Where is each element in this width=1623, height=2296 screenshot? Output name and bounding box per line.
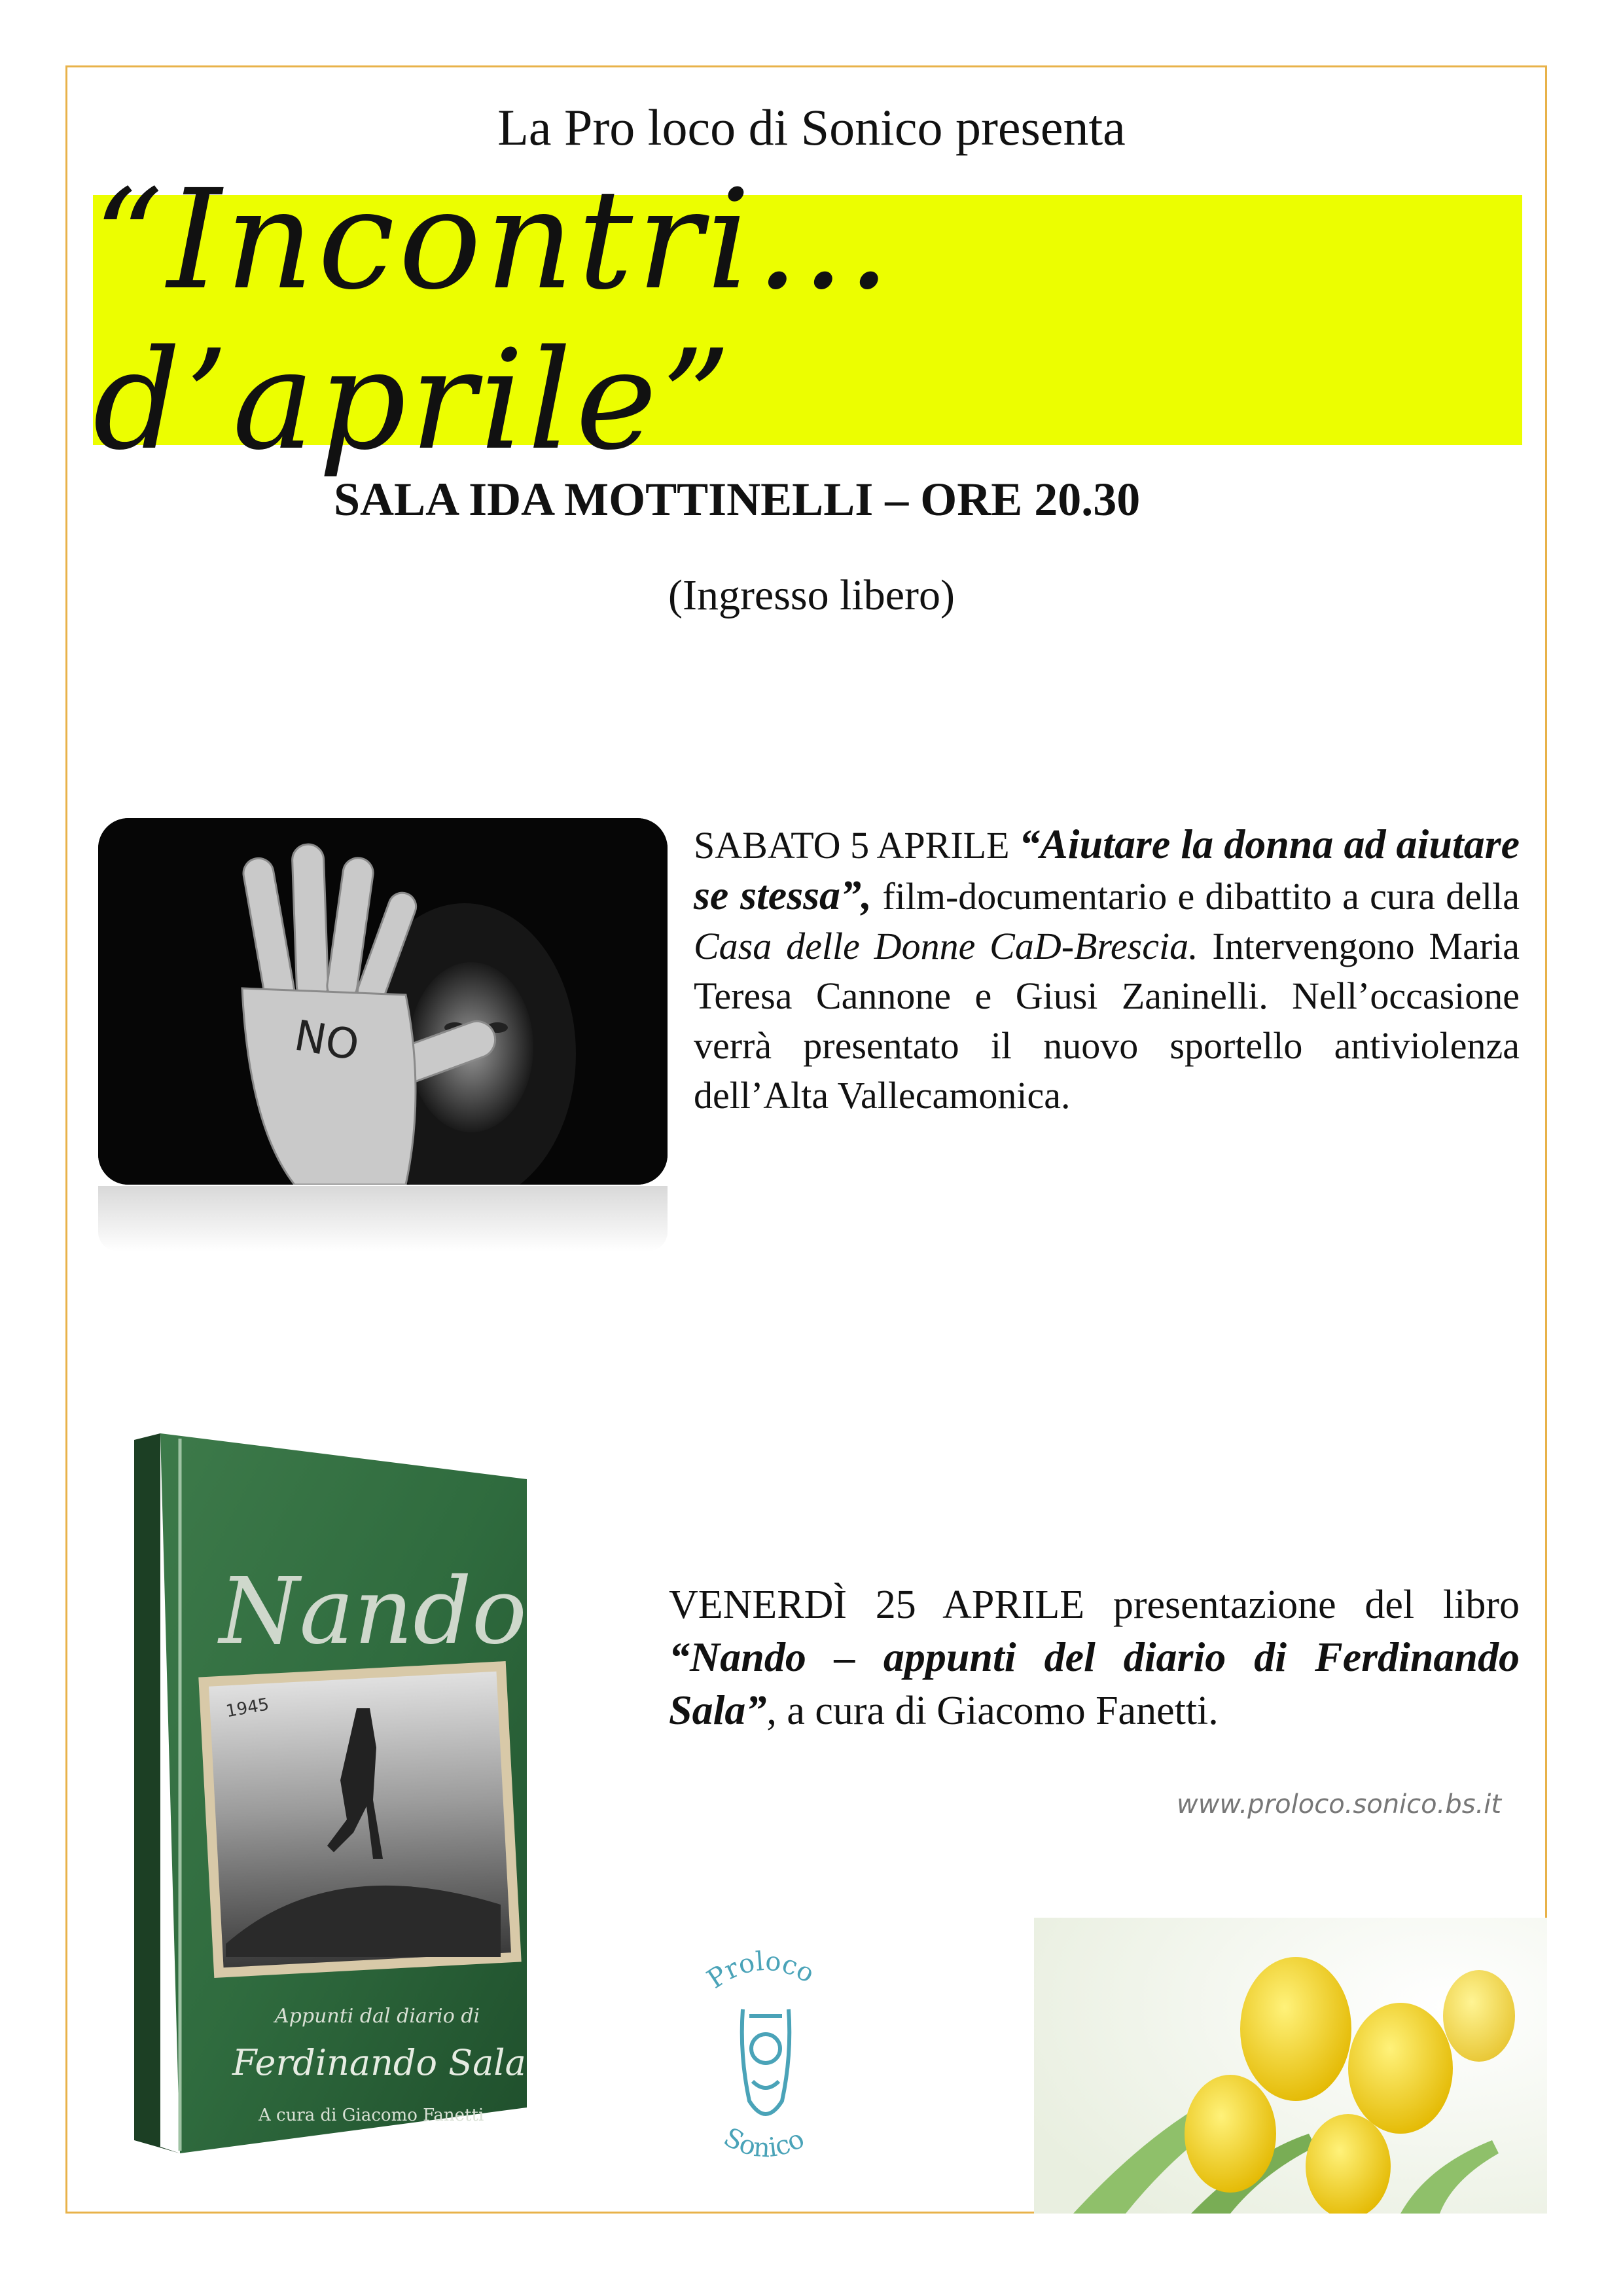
photo-reflection	[98, 1186, 668, 1251]
book-cover-title: Nando	[219, 1558, 527, 1665]
event1-date: SABATO 5 APRILE	[694, 824, 1020, 867]
event-series-title: “Incontri… d’aprile”	[93, 160, 896, 480]
book-photo-year: 1945	[224, 1695, 271, 1722]
event2-description	[669, 1579, 1520, 1737]
event2-desc: , a cura di Giacomo Fanetti.	[766, 1689, 1219, 1733]
book-author: Ferdinando Sala	[232, 2042, 526, 2083]
entry-note: (Ingresso libero)	[668, 571, 955, 619]
logo-text-top: Proloco	[702, 1946, 820, 1995]
event1-organizer: Casa delle Donne CaD-Brescia.	[694, 925, 1198, 967]
book-editor: A cura di Giacomo Fanetti	[259, 2106, 484, 2125]
title-banner	[93, 160, 1522, 480]
event1-title: “Aiutare la donna ad aiutare se stessa”,	[694, 821, 1520, 918]
tulips-photo	[1034, 1918, 1547, 2214]
book-subtitle: Appunti dal diario di	[275, 2005, 480, 2028]
book-cover	[134, 1433, 527, 2153]
event1-description	[694, 819, 1520, 1121]
event2-date: VENERDÌ 25 APRILE presentazione del libro	[669, 1583, 1520, 1627]
no-hand-photo	[98, 818, 668, 1185]
event1-desc-a: film-documentario e dibattito a cura della	[872, 875, 1520, 918]
event2-title: “Nando – appunti del diario di Ferdinando Sala”	[669, 1634, 1520, 1733]
venue-time: SALA IDA MOTTINELLI – ORE 20.30	[334, 473, 1141, 526]
event1-desc-b: Intervengono Maria Teresa Cannone e Giusi Zaninelli. Nell’occasione verrà presentato il nuovo sportello antiviolenza dell’Alta Vallecamonica.	[694, 925, 1520, 1117]
hand-illustration	[98, 818, 668, 1185]
svg-text:Proloco	[702, 1946, 819, 1994]
svg-text:Sonico	[719, 2122, 809, 2163]
hand-text: NO	[291, 1011, 363, 1071]
proloco-logo	[687, 1937, 844, 2186]
presenter-line: La Pro loco di Sonico presenta	[497, 99, 1126, 156]
logo-text-bottom: Sonico	[719, 2122, 810, 2164]
website-link[interactable]: www.proloco.sonico.bs.it	[1177, 1789, 1502, 1820]
